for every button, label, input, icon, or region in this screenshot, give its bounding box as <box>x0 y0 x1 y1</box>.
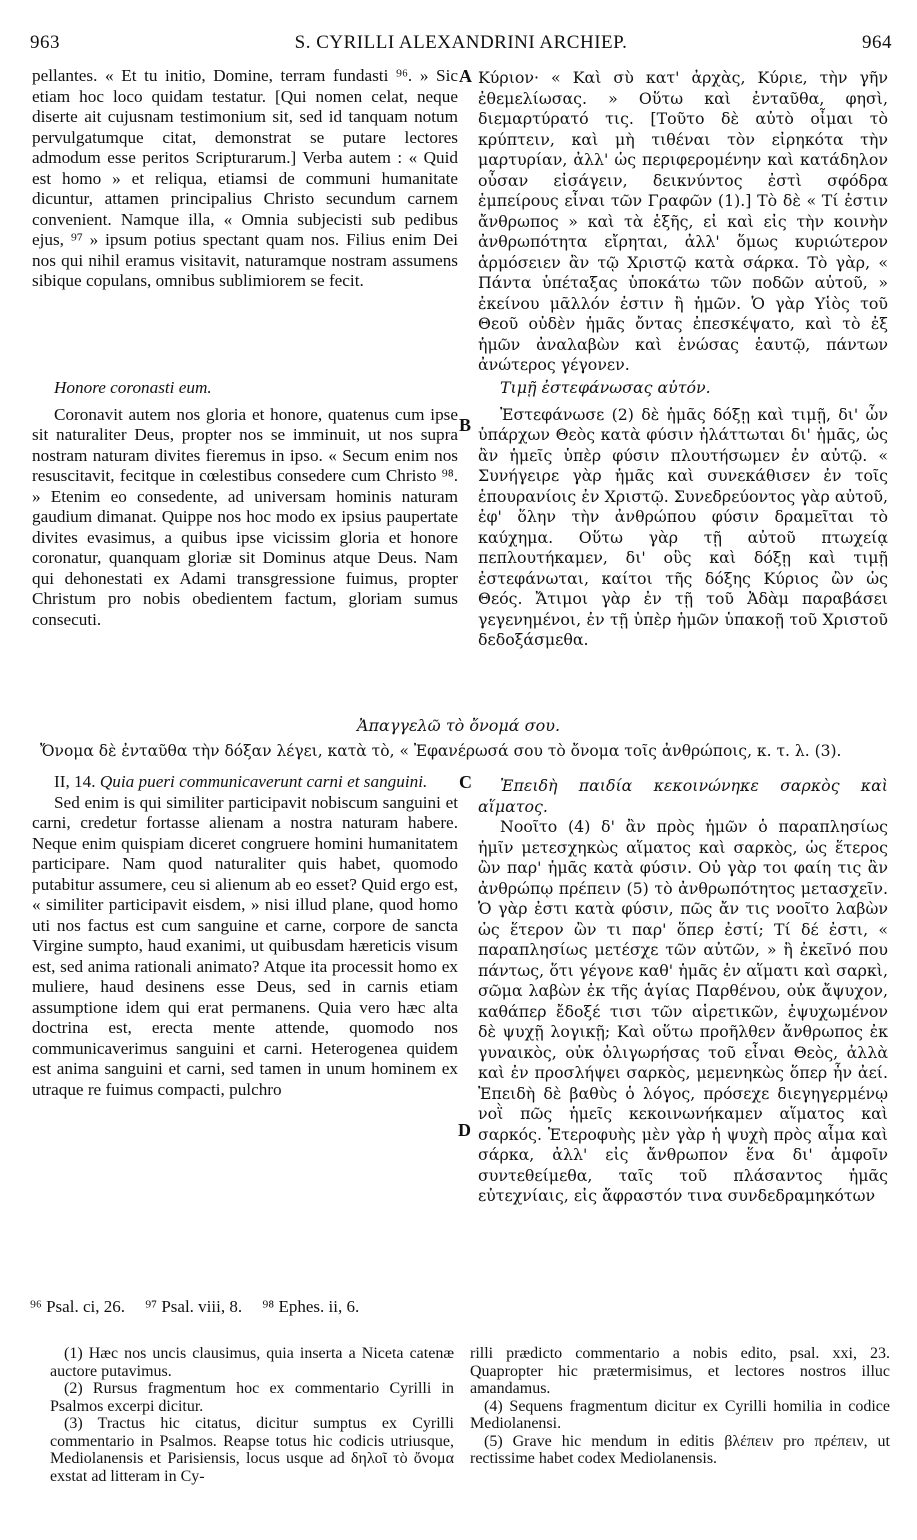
section1-greek-text: Κύριον· « Καὶ σὺ κατ' ἀρχὰς, Κύριε, τὴν γῆν ἐθεμελίωσας. » Οὕτω καὶ ἐνταῦθα, φησὶ, διεμαρτύρατό τις. [Τοῦτο δὲ αὐτὸ οἶμαι τὸ κρύπτειν, καὶ μὴ τιθέναι τὸν εἰρηκότα τὴν μαρτυρίαν, ἀλλ' ὡς περιφερομένην καὶ κατάδηλον οὖσαν εἰσάγειν, δεικνύντος ἐστὶ σφόδρα ἐμπείρους εἶναι τῶν Γραφῶν (1).] Τὸ δὲ « Τί ἐστιν ἄνθρωπος » καὶ τὰ ἑξῆς, εἰ καὶ εἰς τὴν κοινὴν ἀνθρωπότητα εἴρηται, ἀλλ' ὅμως κυριώτερον ἁρμόσειεν ἂν τῷ Χριστῷ κατὰ σάρκα. Τὸ γὰρ, « Πάντα ὑπέταξας ὑποκάτω τῶν ποδῶν αὐτοῦ, » ἐκείνου μᾶλλόν ἐστιν ἢ ἡμῶν. Ὁ γὰρ Υἱὸς τοῦ Θεοῦ οὐδὲν ἡμᾶς ὄντας ἐπεσκέψατο, καὶ τὸ ἐξ ἡμῶν ἀναλαβὼν καὶ ἑνώσας ἑαυτῷ, πάντων ἀνώτερος γέγονεν. <box>478 68 888 374</box>
section3-latin-heading <box>32 772 458 793</box>
scripture-ref: ⁹⁸ Ephes. ii, 6. <box>262 1297 360 1316</box>
section2-greek-heading: Τιμῇ ἐστεφάνωσας αὐτόν. <box>500 378 711 397</box>
scripture-ref: ⁹⁶ Psal. ci, 26. <box>30 1297 125 1316</box>
running-header <box>30 32 892 54</box>
footnotes-right <box>470 1345 890 1468</box>
footnote: (5) Grave hic mendum in editis βλέπειν pro πρέπειν, ut rectissime habet codex Mediolanensis. <box>470 1432 890 1467</box>
section3-latin-column <box>32 772 458 1100</box>
footnote: (1) Hæc nos uncis clausimus, quia inserta a Niceta catenæ auctore putavimus. <box>50 1345 454 1380</box>
scripture-ref: ⁹⁷ Psal. viii, 8. <box>145 1297 243 1316</box>
scripture-references <box>30 1297 375 1317</box>
section3-heading-number: II, 14. <box>54 772 96 791</box>
section2-greek-column <box>478 378 888 651</box>
section3-greek-text: Νοοῖτο (4) δ' ἂν πρὸς ἡμῶν ὁ παραπλησίως ἡμῖν μετεσχηκὼς αἵματος καὶ σαρκὸς, ὡς ἕτερος ὢν παρ' ἡμᾶς κατὰ φύσιν. Οὐ γὰρ τοι φαίη τις ἂν ἀνθρώπῳ πρέπειν (5) τὸ ἀνθρωπότητος μετασχεῖν. Ὁ γὰρ ἐστι κατὰ φύσιν, πῶς ἄν τις νοοῖτο λαβὼν ὡς ἕτερον ὢν τι παρ' ὅπερ ἐστί; Τί δέ ἐστι, « παραπλησίως μετέσχε τῶν αὐτῶν, » ἢ ἐκεῖνό που πάντως, ὅτι γέγονε καθ' ἡμᾶς ἐν αἵματι καὶ σαρκὶ, σῶμα λαβὼν ἐκ τῆς ἁγίας Παρθένου, οὐκ ἄψυχον, καθάπερ ἔδοξέ τισι τῶν αἱρετικῶν, ἐψυχωμένον δὲ ψυχῇ λογικῇ; Καὶ οὕτω προῆλθεν ἄνθρωπος ἐκ γυναικὸς, οὐκ ὀλιγωρήσας τοῦ εἶναι Θεὸς, ἀλλὰ καὶ ἐν προσλήψει σαρκὸς, μεμενηκὼς ὅπερ ἦν ἀεί. Ἐπειδὴ δὲ βαθὺς ὁ λόγος, πρόσεχε διεγηγερμένῳ νοῒ πῶς ἡμεῖς κεκοινωνήκαμεν αἵματος καὶ σαρκός. Ἑτεροφυὴς μὲν γὰρ ἡ ψυχὴ πρὸς αἷμα καὶ σάρκα, ἀλλ' εἰς ἄνθρωπον ἕνα δι' ἀμφοῖν συντεθείμεθα, ταῖς τοῦ πλάσαντος ἡμᾶς εὐτεχνίαις, εἰς ἄφραστόν τινα συνδεδραμηκότων <box>478 817 888 1205</box>
section3-heading-text: Quia pueri communicaverunt carni et sanguini. <box>99 772 428 791</box>
footnotes-left <box>50 1345 454 1485</box>
section1-greek-column <box>478 68 888 376</box>
footnote-continued: rilli prædicto commentario a nobis edito, psal. xxi, 23. Quapropter hic prætermisimus, et lectores nostros illuc amandamus. <box>470 1345 890 1397</box>
section2-latin-text: Coronavit autem nos gloria et honore, quatenus cum ipse sit naturaliter Deus, propter nos se imminuit, ut nos supra nostram naturam divites fieremus in ipso. « Secum enim nos resuscitavit, fecitque in cœlestibus consedere cum Christo ⁹⁸. » Etenim eo consedente, ad universam hominis naturam gaudium dimanat. Quippe nos hoc modo ex ipsius paupertate divites evasimus, a quibus ipse vicissim gloria et honore coronatur, quanquam gloriæ sit Dominus atque Deus. Nam qui dehonestati ex Adami transgressione fuimus, propter Christum pro nobis obedientem factum, gloriam sumus consecuti. <box>32 404 458 629</box>
margin-letter-c: C <box>459 772 472 792</box>
header-column-number-left: 963 <box>30 32 60 53</box>
header-column-number-right: 964 <box>862 32 892 53</box>
full-width-line: Ὄνομα δὲ ἐνταῦθα τὴν δόξαν λέγει, κατὰ τὸ, « Ἐφανέρωσά σου τὸ ὄνομα τοῖς ἀνθρώποις, κ. τ. λ. (3). <box>40 742 842 760</box>
margin-letter-d: D <box>458 1120 471 1140</box>
margin-letter-a: A <box>459 66 472 86</box>
footnote: (4) Sequens fragmentum dicitur ex Cyrilli homilia in codice Mediolanensi. <box>470 1397 890 1432</box>
margin-letter-b: B <box>459 415 472 435</box>
section3-greek-column <box>478 776 888 1207</box>
center-heading: Ἀπαγγελῶ τὸ ὄνομά σου. <box>356 716 561 735</box>
section1-latin-text: pellantes. « Et tu initio, Domine, terram fundasti ⁹⁶. » Sic etiam hoc loco quidam testatur. [Qui nomen celat, neque diserte ait cujusnam testimonium sit, sed id tanquam notum pervulgatumque citat, demonstrat se putare lectores admodum esse peritos Scripturarum.] Verba autem : « Quid est homo » et reliqua, etiamsi de communi humanitate dicuntur, attamen principalius Christo secundum carnem convenient. Namque illa, « Omnia subjecisti sub pedibus ejus, ⁹⁷ » ipsum potius spectant quam nos. Filius enim Dei nos qui nihil eramus visitavit, naturamque nostram assumens sibique copulans, omnibus sublimiorem se fecit. <box>32 66 458 290</box>
header-title: S. CYRILLI ALEXANDRINI ARCHIEP. <box>294 32 628 53</box>
section3-greek-heading: Ἐπειδὴ παιδία κεκοινώνηκε σαρκὸς καὶ αἵματος. <box>478 776 888 816</box>
section1-latin-column <box>32 66 458 292</box>
section2-greek-text: Ἐστεφάνωσε (2) δὲ ἡμᾶς δόξῃ καὶ τιμῇ, δι' ὧν ὑπάρχων Θεὸς κατὰ φύσιν ἠλάττωται δι' ἡμᾶς, ὡς ἂν ἡμεῖς ὑπὲρ φύσιν πλουτήσωμεν ἐν αὐτῷ. « Συνήγειρε γὰρ ἡμᾶς καὶ συνεκάθισεν ἐν τοῖς ἐπουρανίοις ἐν Χριστῷ. Συνεδρεύοντος γὰρ αὐτοῦ, ἐφ' ὅλην τὴν ἀνθρώπου φύσιν δραμεῖται τὸ καύχημα. Οὕτω γὰρ τῇ αὐτοῦ πτωχείᾳ πεπλουτήκαμεν, δι' οὓς καὶ δόξῃ καὶ τιμῇ ἐστεφάνωται, καίτοι τῆς δόξης Κύριος ὢν ὡς Θεός. Ἄτιμοι γὰρ ἐν τῇ τοῦ Ἀδὰμ παραβάσει γεγενημένοι, ἐν τῇ ὑπὲρ ἡμῶν ὑπακοῇ τοῦ Χριστοῦ δεδοξάσμεθα. <box>478 404 888 649</box>
footnote: (2) Rursus fragmentum hoc ex commentario Cyrilli in Psalmos excerpi dicitur. <box>50 1380 454 1415</box>
section3-latin-text: Sed enim is qui similiter participavit nobiscum sanguini et carni, credetur fortasse alienam a nostra naturam habere. Neque enim quispiam diceret congruere homini humanitatem participare. Nam quod naturaliter quis habet, quomodo putabitur assumere, ceu si alienum ab eo esset? Quid ergo est, « similiter participavit eisdem, » nisi illud plane, quod homo uti nos factus est cum sanguine et carne, corpore de sancta Virgine sumpto, haud exanimi, ut quibusdam hæreticis visum est, sed anima rationali animato? Atque ita processit homo ex muliere, haud desinens esse Deus, sed in carnis etiam assumptione idem qui erat permanens. Quia vero hæc alta doctrina est, erecta mente attende, quomodo nos communicaverimus sanguini et carni. Heterogenea quidem est anima sanguini et carni, sed tamen in unum hominem ex utraque re fuimus compacti, pulchro <box>32 792 458 1099</box>
footnote: (3) Tractus hic citatus, dicitur sumptus ex Cyrilli commentario in Psalmos. Reapse totus hic codicis utriusque, Mediolanensis et Parisiensis, locus usque ad δηλοῖ τὸ ὄνομα exstat ad litteram in Cy- <box>50 1415 454 1485</box>
section2-latin-heading: Honore coronasti eum. <box>54 378 212 397</box>
section2-latin-column <box>32 378 458 630</box>
